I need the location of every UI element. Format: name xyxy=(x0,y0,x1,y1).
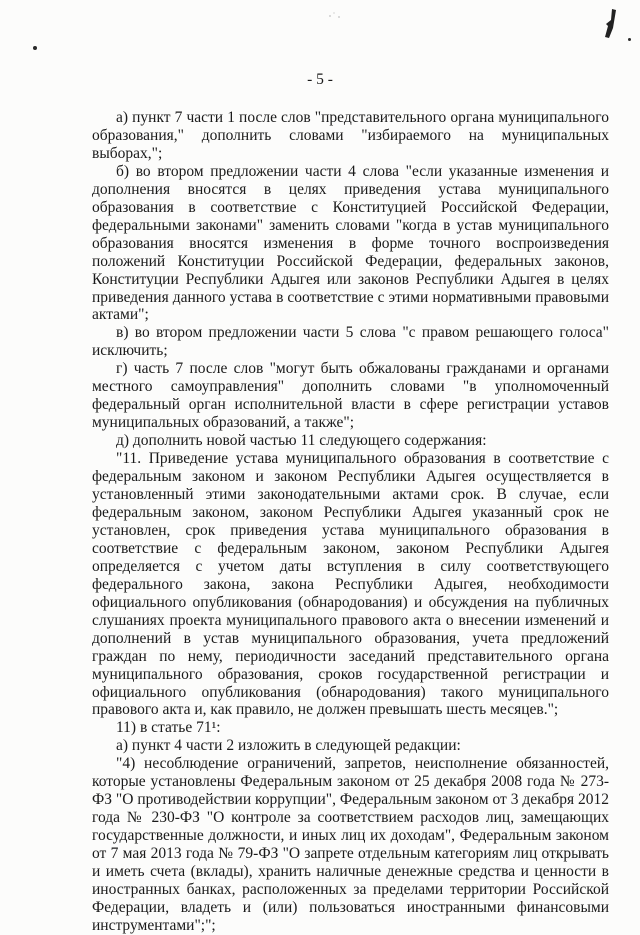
paragraph-g-part-7: г) часть 7 после слов "могут быть обжалованы гражданами и органами местного самоуправления" дополнить словами "в уполномоченный федеральный орган исполнительной власти в сфере регистрации уставов муниципальных образований, а также"; xyxy=(92,360,609,432)
scan-mark xyxy=(603,8,617,40)
scan-specks xyxy=(328,10,342,20)
paragraph-a-item-4-part-2: а) пункт 4 части 2 изложить в следующей редакции: xyxy=(116,737,461,755)
paragraph-b-part-4: б) во втором предложении части 4 слова "если указанные изменения и дополнения вносятся в целях приведения устава муниципального образования в соответствие с Конституцией Российской Федерации, федеральными законами" заменить словами "когда в устав муниципального образования вносятся изменения в форме точного воспроизведения положений Конституции Российской Федерации, федеральных законов, Конституции Республики Адыгея или законов Республики Адыгея в целях приведения данного устава в соответствие с этими нормативными правовыми актами"; xyxy=(92,162,609,324)
paragraph-v-part-5: в) во втором предложении части 5 слова "с правом решающего голоса" исключить; xyxy=(92,324,609,360)
page-number: - 5 - xyxy=(307,71,333,88)
item-11-article-71-1: 11) в статье 71¹: xyxy=(116,719,221,737)
scan-dot xyxy=(33,46,37,50)
paragraph-a-item-7: а) пункт 7 части 1 после слов "представительного органа муниципального образования," дополнить словами "избираемого на муниципальных выборах,"; xyxy=(92,109,609,162)
quoted-part-11-text: "11. Приведение устава муниципального образования в соответствие с федеральным законом и законом Республики Адыгея осуществляется в установленный этими законодательными актами срок. В случае, если федеральным законом, законом Республики Адыгея указанный срок не установлен, срок приведения устава муниципального образования в соответствие с федеральным законом, законом Республики Адыгея определяется с учетом даты вступления в силу соответствующего федерального закона, закона Республики Адыгея, необходимости официального опубликования (обнародования) и обсуждения на публичных слушаниях проекта муниципального правового акта о внесении изменений и дополнений в устав муниципального образования, учета предложений граждан по нему, периодичности заседаний представительного органа муниципального образования, сроков государственной регистрации и официального опубликования (обнародования) такого муниципального правового акта и, как правило, не должен превышать шесть месяцев."; xyxy=(92,450,609,719)
quoted-item-4-text: "4) несоблюдение ограничений, запретов, неисполнение обязанностей, которые установлены Федеральным законом от 25 декабря 2008 года № 273-ФЗ "О противодействии коррупции", Федеральным законом от 3 декабря 2012 года № 230-ФЗ "О контроле за соответствием расходов лиц, замещающих государственные должности, и иных лиц их доходам", Федеральным законом от 7 мая 2013 года № 79-ФЗ "О запрете отдельным категориям лиц открывать и иметь счета (вклады), хранить наличные денежные средства и ценности в иностранных банках, расположенных за пределами территории Российской Федерации, владеть и (или) пользоваться иностранными финансовыми инструментами";"; xyxy=(92,755,609,934)
paragraph-d-part-11: д) дополнить новой частью 11 следующего содержания: xyxy=(116,432,487,450)
scan-dot xyxy=(628,38,631,41)
document-body xyxy=(92,109,609,935)
